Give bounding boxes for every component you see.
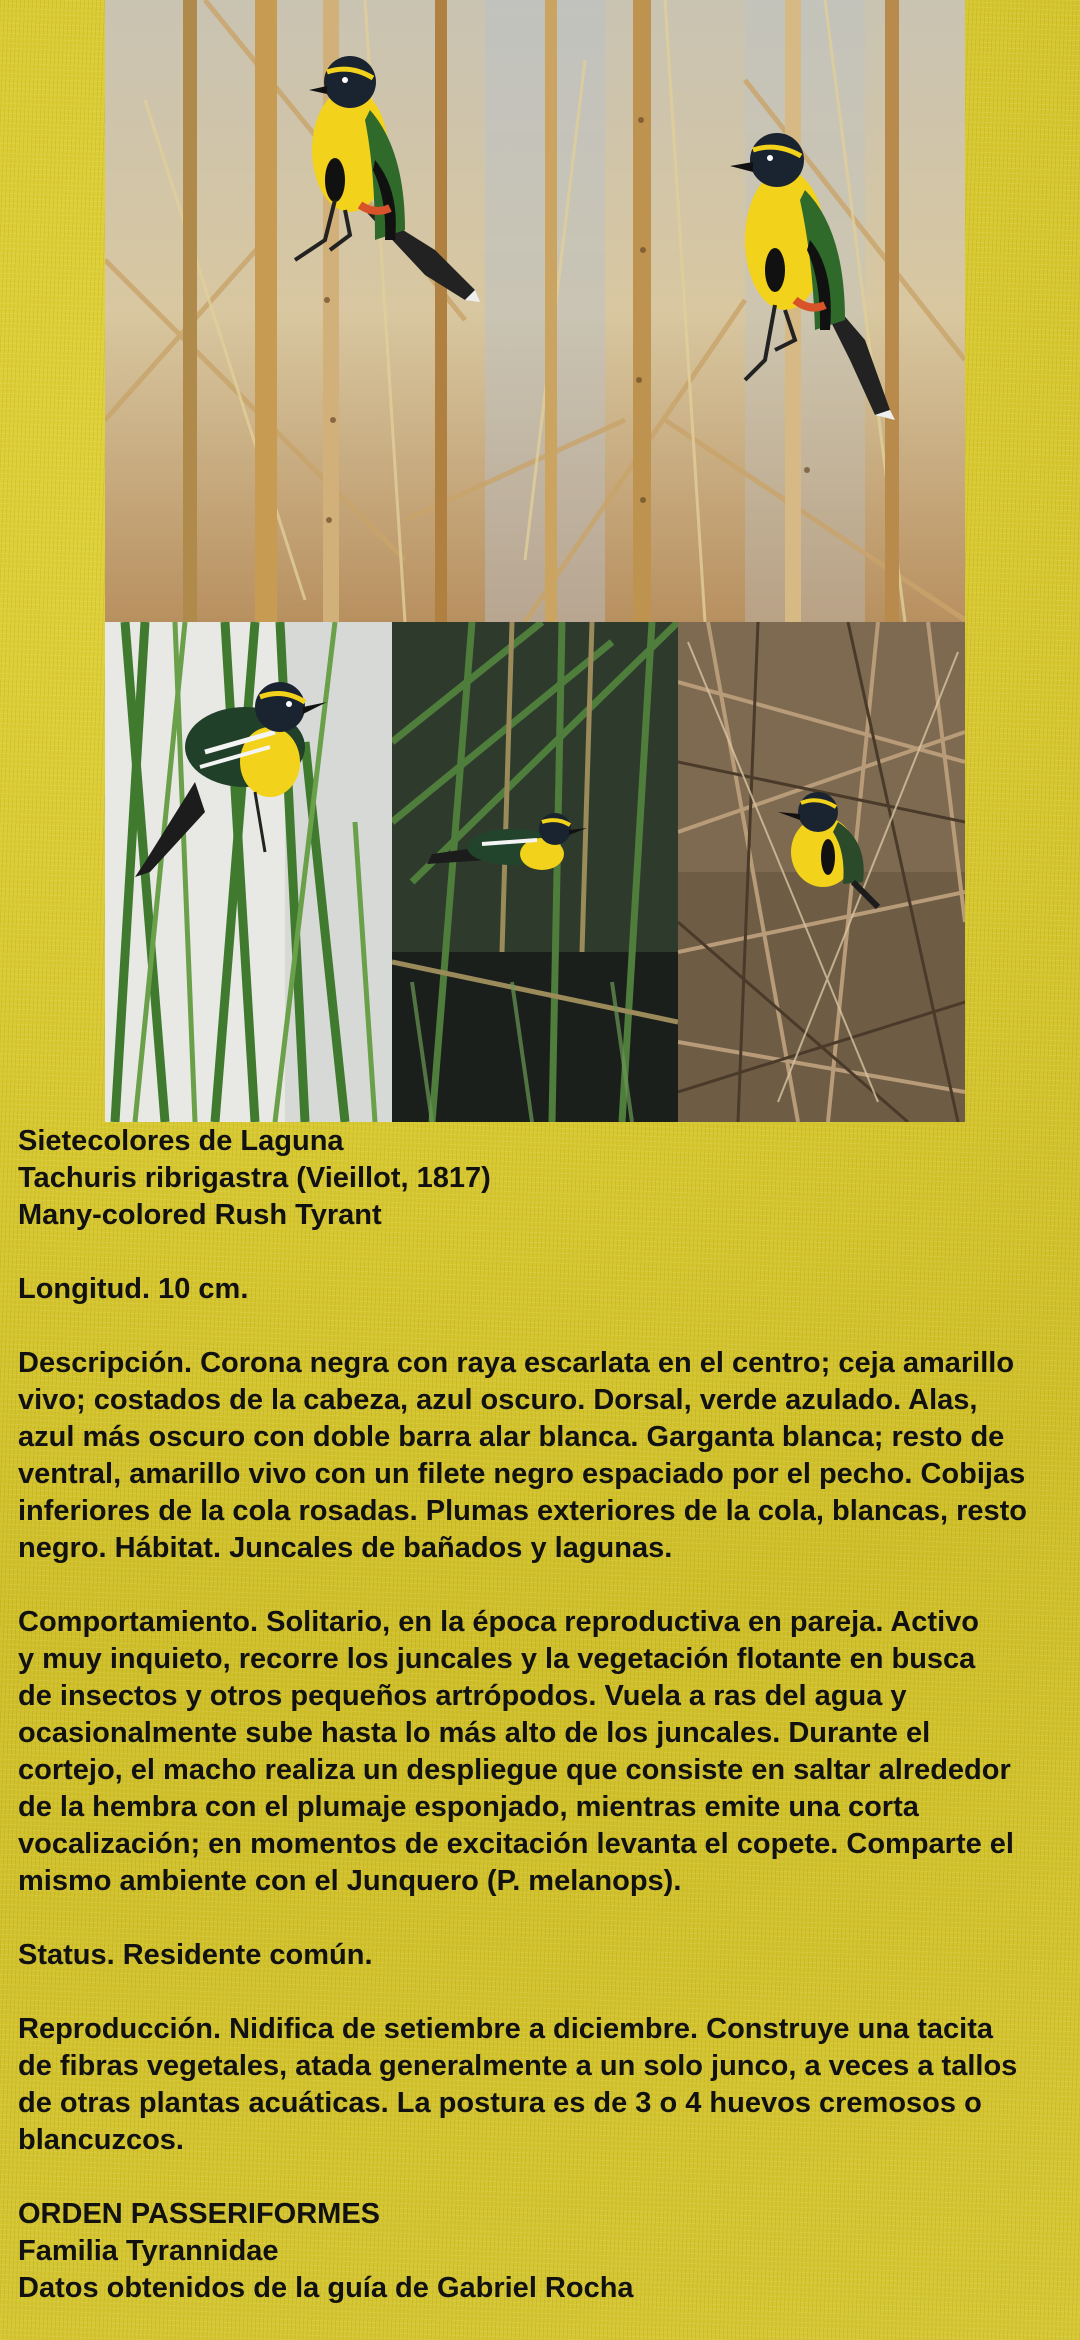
behavior-line: vocalización; en momentos de excitación levanta el copete. Comparte el	[18, 1828, 1014, 1860]
reproduction-line: Reproducción. Nidifica de setiembre a diciembre. Construye una tacita	[18, 2013, 993, 2045]
bird-pair-illustration	[105, 0, 965, 622]
behavior-line: de la hembra con el plumaje esponjado, mientras emite una corta	[18, 1791, 919, 1823]
behavior-line: mismo ambiente con el Junquero (P. melanops).	[18, 1865, 682, 1897]
description-line: ventral, amarillo vivo con un filete negro espaciado por el pecho. Cobijas	[18, 1458, 1026, 1490]
common-name: Sietecolores de Laguna	[18, 1125, 344, 1157]
reproduction-line: de otras plantas acuáticas. La postura es de 3 o 4 huevos cremosos o	[18, 2087, 982, 2119]
behavior-line: y muy inquieto, recorre los juncales y la vegetación flotante en busca	[18, 1643, 976, 1675]
english-name: Many-colored Rush Tyrant	[18, 1199, 382, 1231]
description-line: negro. Hábitat. Juncales de bañados y lagunas.	[18, 1532, 673, 1564]
bird-photo-pair	[105, 0, 965, 622]
spacer	[18, 2159, 1068, 2196]
bird-rushes-illustration	[392, 622, 678, 1122]
description-line: inferiores de la cola rosadas. Plumas exteriores de la cola, blancas, resto	[18, 1495, 1028, 1527]
family-text: Familia Tyrannidae	[18, 2235, 279, 2267]
bird-photo-branches	[678, 622, 965, 1122]
behavior-line: ocasionalmente sube hasta lo más alto de los juncales. Durante el	[18, 1717, 931, 1749]
length-text: Longitud. 10 cm.	[18, 1273, 249, 1305]
spacer	[18, 1900, 1068, 1937]
species-description	[18, 1123, 1068, 2307]
scientific-name: Tachuris ribrigastra (Vieillot, 1817)	[18, 1162, 491, 1194]
reproduction-line: blancuzcos.	[18, 2124, 184, 2156]
source-credit: Datos obtenidos de la guía de Gabriel Rocha	[18, 2272, 634, 2304]
spacer	[18, 1308, 1068, 1345]
order-text: ORDEN PASSERIFORMES	[18, 2198, 381, 2230]
spacer	[18, 1234, 1068, 1271]
bird-reeds-illustration	[105, 622, 392, 1122]
spacer	[18, 1567, 1068, 1604]
spacer	[18, 1974, 1068, 2011]
description-line: Descripción. Corona negra con raya escarlata en el centro; ceja amarillo	[18, 1347, 1015, 1379]
description-line: azul más oscuro con doble barra alar blanca. Garganta blanca; resto de	[18, 1421, 1005, 1453]
bird-photo-rushes	[392, 622, 678, 1122]
behavior-line: Comportamiento. Solitario, en la época reproductiva en pareja. Activo	[18, 1606, 979, 1638]
behavior-line: de insectos y otros pequeños artrópodos. Vuela a ras del agua y	[18, 1680, 907, 1712]
behavior-line: cortejo, el macho realiza un despliegue que consiste en saltar alrededor	[18, 1754, 1011, 1786]
description-line: vivo; costados de la cabeza, azul oscuro. Dorsal, verde azulado. Alas,	[18, 1384, 978, 1416]
bird-photo-reeds	[105, 622, 392, 1122]
bird-branches-illustration	[678, 622, 965, 1122]
status-text: Status. Residente común.	[18, 1939, 373, 1971]
reproduction-line: de fibras vegetales, atada generalmente a un solo junco, a veces a tallos	[18, 2050, 1018, 2082]
photo-collage	[105, 0, 965, 1122]
